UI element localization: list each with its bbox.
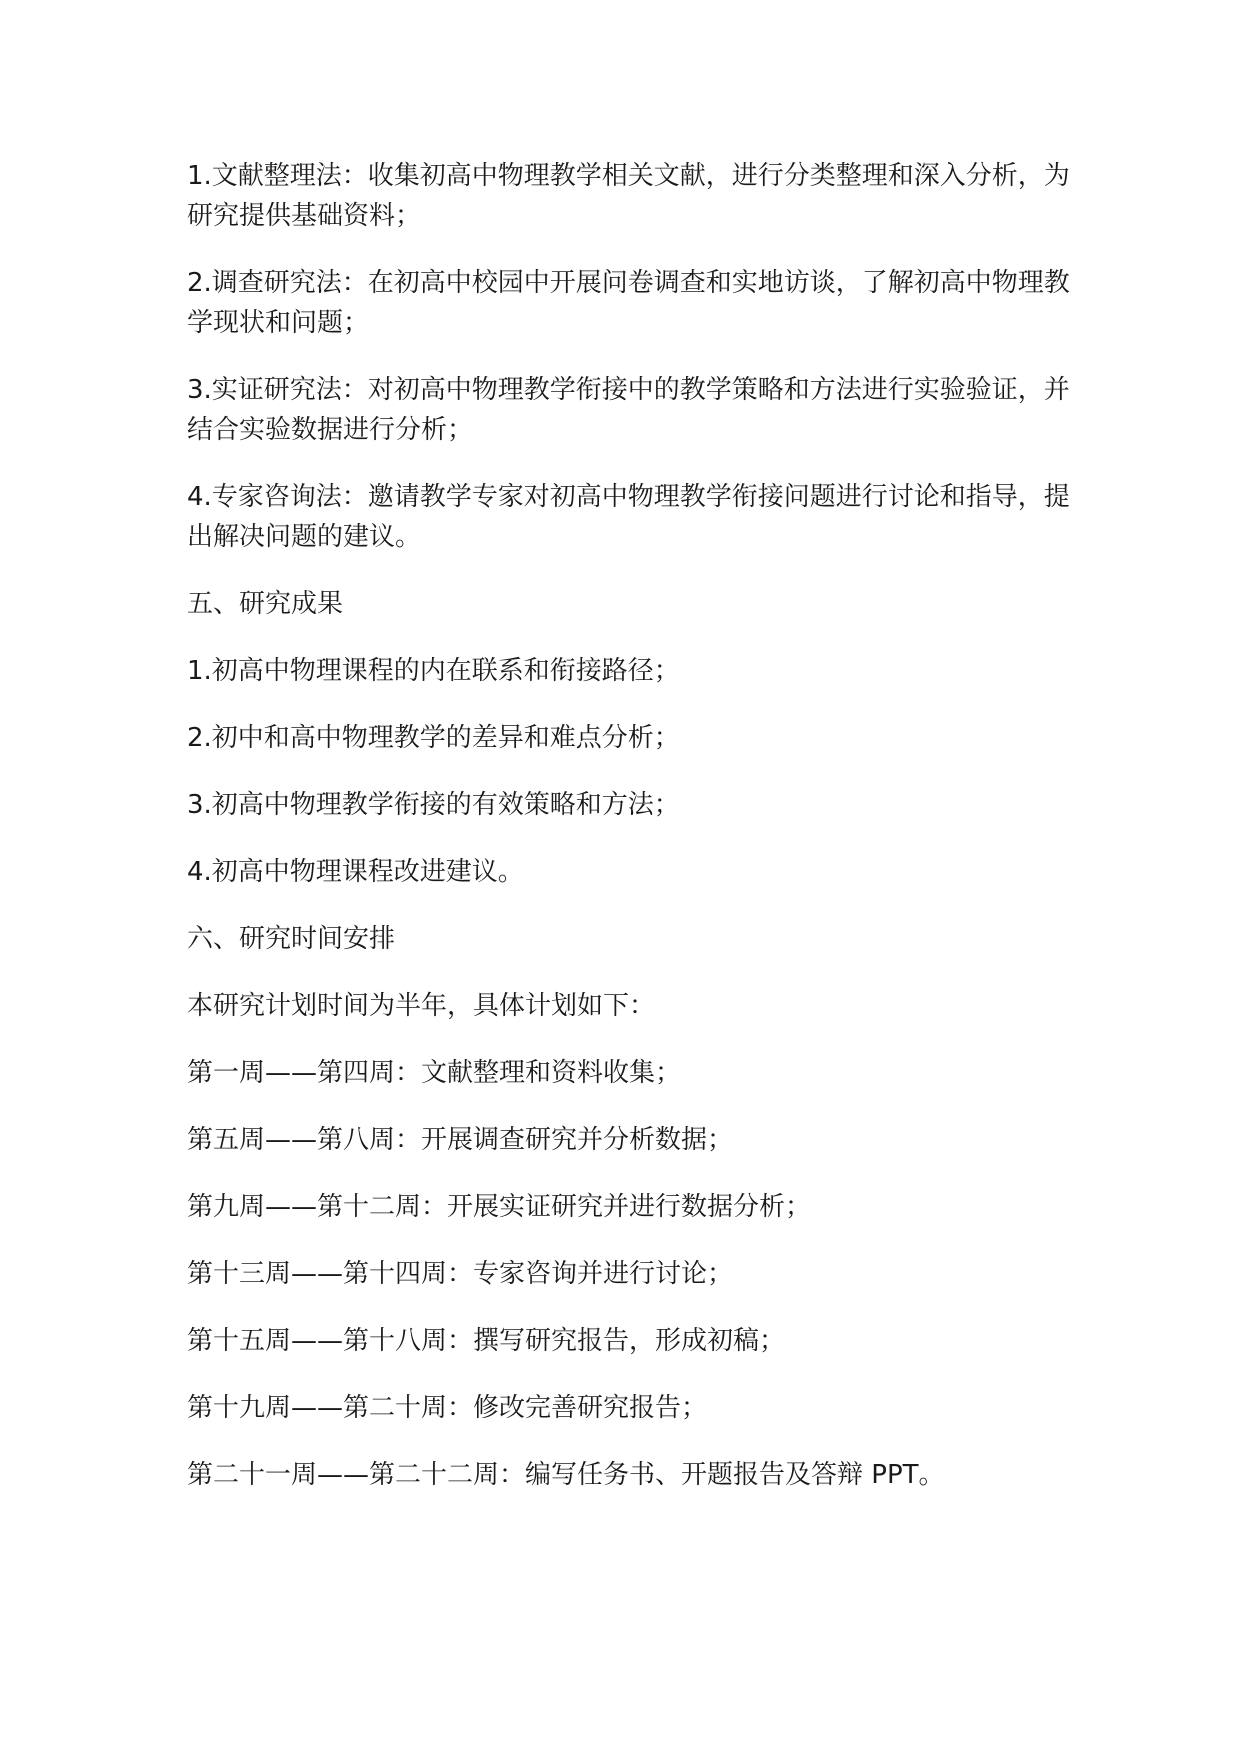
result-item: 2.初中和高中物理教学的差异和难点分析； <box>187 723 680 753</box>
schedule-item: 第二十一周——第二十二周：编写任务书、开题报告及答辩 PPT。 <box>187 1460 945 1490</box>
schedule-item: 第九周——第十二周：开展实证研究并进行数据分析； <box>187 1192 812 1222</box>
method-item: 4.专家咨询法：邀请教学专家对初高中物理教学衔接问题进行讨论和指导，提出解决问题的建议。 <box>187 482 1070 552</box>
method-item: 1.文献整理法：收集初高中物理教学相关文献，进行分类整理和深入分析，为研究提供基础资料； <box>187 161 1070 231</box>
schedule-item: 第十五周——第十八周：撰写研究报告，形成初稿； <box>187 1326 786 1356</box>
schedule-item: 第一周——第四周：文献整理和资料收集； <box>187 1058 682 1088</box>
method-item: 2.调查研究法：在初高中校园中开展问卷调查和实地访谈，了解初高中物理教学现状和问题； <box>187 268 1070 338</box>
result-item: 3.初高中物理教学衔接的有效策略和方法； <box>187 790 680 820</box>
section-heading-results: 五、研究成果 <box>187 589 344 619</box>
schedule-item: 第十三周——第十四周：专家咨询并进行讨论； <box>187 1259 734 1289</box>
schedule-item: 第十九周——第二十周：修改完善研究报告； <box>187 1393 708 1423</box>
result-item: 4.初高中物理课程改进建议。 <box>187 857 524 887</box>
section-heading-schedule: 六、研究时间安排 <box>187 924 396 954</box>
schedule-item: 第五周——第八周：开展调查研究并分析数据； <box>187 1125 734 1155</box>
document-body <box>187 156 1077 1522</box>
result-item: 1.初高中物理课程的内在联系和衔接路径； <box>187 656 680 686</box>
method-item: 3.实证研究法：对初高中物理教学衔接中的教学策略和方法进行实验验证，并结合实验数据进行分析； <box>187 375 1070 445</box>
schedule-intro: 本研究计划时间为半年，具体计划如下： <box>187 991 656 1021</box>
